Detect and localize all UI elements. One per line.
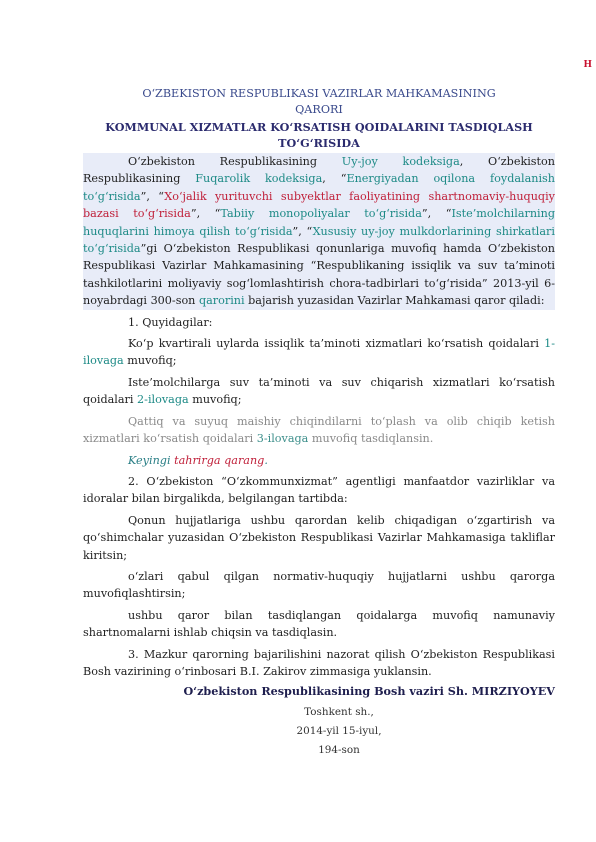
- preamble-text: , O‘zbekiston Respublikasining: [83, 155, 555, 186]
- item-3: 3. Mazkur qarorning bajarilishini nazorat qilish O‘zbekiston Respublikasi Bosh vazirining o‘rinbosari B.I. Zakirov zimmasiga yuklansin.: [83, 647, 555, 678]
- item-2a: Qonun hujjatlariga ushbu qarordan kelib chiqadigan o‘zgartirish va qo‘shimchalar yuzasidan O‘zbekiston Respublikasi Vazirlar Mahkamasiga takliflar kiritsin;: [83, 513, 555, 562]
- revision-note: Keyingi tahrirga qarang.: [128, 453, 268, 467]
- signing-date: 2014-yil 15-iyul,: [296, 724, 382, 737]
- item-1c-superseded: Qattiq va suyuq maishiy chiqindilarni to‘plash va olib chiqib ketish xizmatlari ko‘rsatish qoidalari 3-ilovaga muvofiq tasdiqlansin.: [83, 414, 555, 446]
- preamble-text: ”, “: [292, 224, 313, 238]
- link-shirkatlar-qonuni[interactable]: Xususiy uy-joy mulkdorlarining shirkatlari to‘g‘risida: [83, 224, 555, 256]
- document-title-line1: KOMMUNAL XIZMATLAR KO‘RSATISH QOIDALARINI TASDIQLASH: [105, 120, 533, 134]
- link-istemolchilar-qonuni[interactable]: Iste’molchilarning huquqlarini himoya qilish to‘g‘risida: [83, 207, 555, 238]
- link-300-son-qaror[interactable]: qarorini: [198, 294, 245, 308]
- preamble-text: ”, “: [421, 207, 452, 221]
- item-2b: o‘zlari qabul qilgan normativ-huquqiy hujjatlarni ushbu qarorga muvofiqlashtirsin;: [83, 569, 555, 601]
- signing-city: Toshkent sh.,: [304, 705, 374, 718]
- preamble-text: ”, “: [190, 207, 221, 221]
- link-next-revision[interactable]: tahrirga qarang: [174, 453, 265, 467]
- preamble-text: ”, “: [140, 189, 165, 203]
- document-marker: H: [583, 60, 592, 70]
- link-shartnomaviy-huquqiy-qonuni[interactable]: Xo‘jalik yurituvchi subyektlar faoliyatining shartnomaviy-huquqiy bazasi to‘g‘risida: [83, 189, 555, 221]
- preamble-text: bajarish yuzasidan Vazirlar Mahkamasi qaror qiladi:: [244, 294, 545, 308]
- link-fuqarolik-kodeksi[interactable]: Fuqarolik kodeksiga: [195, 172, 323, 186]
- item-1-heading: 1. Quyidagilar:: [128, 315, 213, 329]
- preamble-text: ”gi O‘zbekiston Respublikasi qonunlariga muvofiq hamda O‘zbekiston Respublikasi Vazirlar Mahkamasining “Respublikaning issiqlik va suv ta’minoti tashkilotlarini moliyaviy sog‘lomlashtirish chora-tadbirlari to‘g‘risida” 2013-yil 6-noyabrdagi 300-son: [83, 242, 555, 308]
- preamble-text: , “: [322, 172, 347, 186]
- link-uy-joy-kodeksi[interactable]: Uy-joy kodeksiga: [341, 155, 460, 168]
- document-title-line2: TO‘G‘RISIDA: [278, 136, 360, 150]
- document-issuer: O‘ZBEKISTON RESPUBLIKASI VAZIRLAR MAHKAMASINING: [142, 87, 496, 100]
- document-body: [83, 86, 555, 758]
- preamble-paragraph: [83, 153, 555, 310]
- document-number: 194-son: [318, 743, 360, 756]
- link-ilova-2[interactable]: 2-ilovaga: [137, 393, 189, 407]
- item-2c: ushbu qaror bilan tasdiqlangan qoidalarga muvofiq namunaviy shartnomalarni ishlab chiqsin va tasdiqlasin.: [83, 608, 555, 640]
- item-2-heading: 2. O‘zbekiston “O‘zkommunxizmat” agentligi manfaatdor vazirliklar va idoralar bilan birgalikda, belgilangan tartibda:: [83, 474, 555, 506]
- document-title: [83, 119, 555, 151]
- link-tabiiy-monopoliyalar-qonuni[interactable]: Tabiiy monopoliyalar to‘g‘risida: [220, 207, 422, 221]
- item-1a: Ko‘p kvartirali uylarda issiqlik ta’minoti xizmatlari ko‘rsatish qoidalari 1-ilovaga muvofiq;: [83, 337, 555, 368]
- link-ilova-3[interactable]: 3-ilovaga: [256, 432, 309, 446]
- signature: O‘zbekiston Respublikasining Bosh vaziri Sh. MIRZIYOYEV: [183, 684, 555, 699]
- link-energiya-qonuni[interactable]: Energiyadan oqilona foydalanish to‘g‘risida: [83, 172, 556, 203]
- document-type: QARORI: [295, 103, 343, 116]
- link-ilova-1[interactable]: 1-ilovaga: [83, 337, 555, 368]
- preamble-text: O‘zbekiston Respublikasining: [128, 155, 342, 168]
- item-1b: Iste’molchilarga suv ta’minoti va suv chiqarish xizmatlari ko‘rsatish qoidalari 2-ilovaga muvofiq;: [83, 375, 555, 407]
